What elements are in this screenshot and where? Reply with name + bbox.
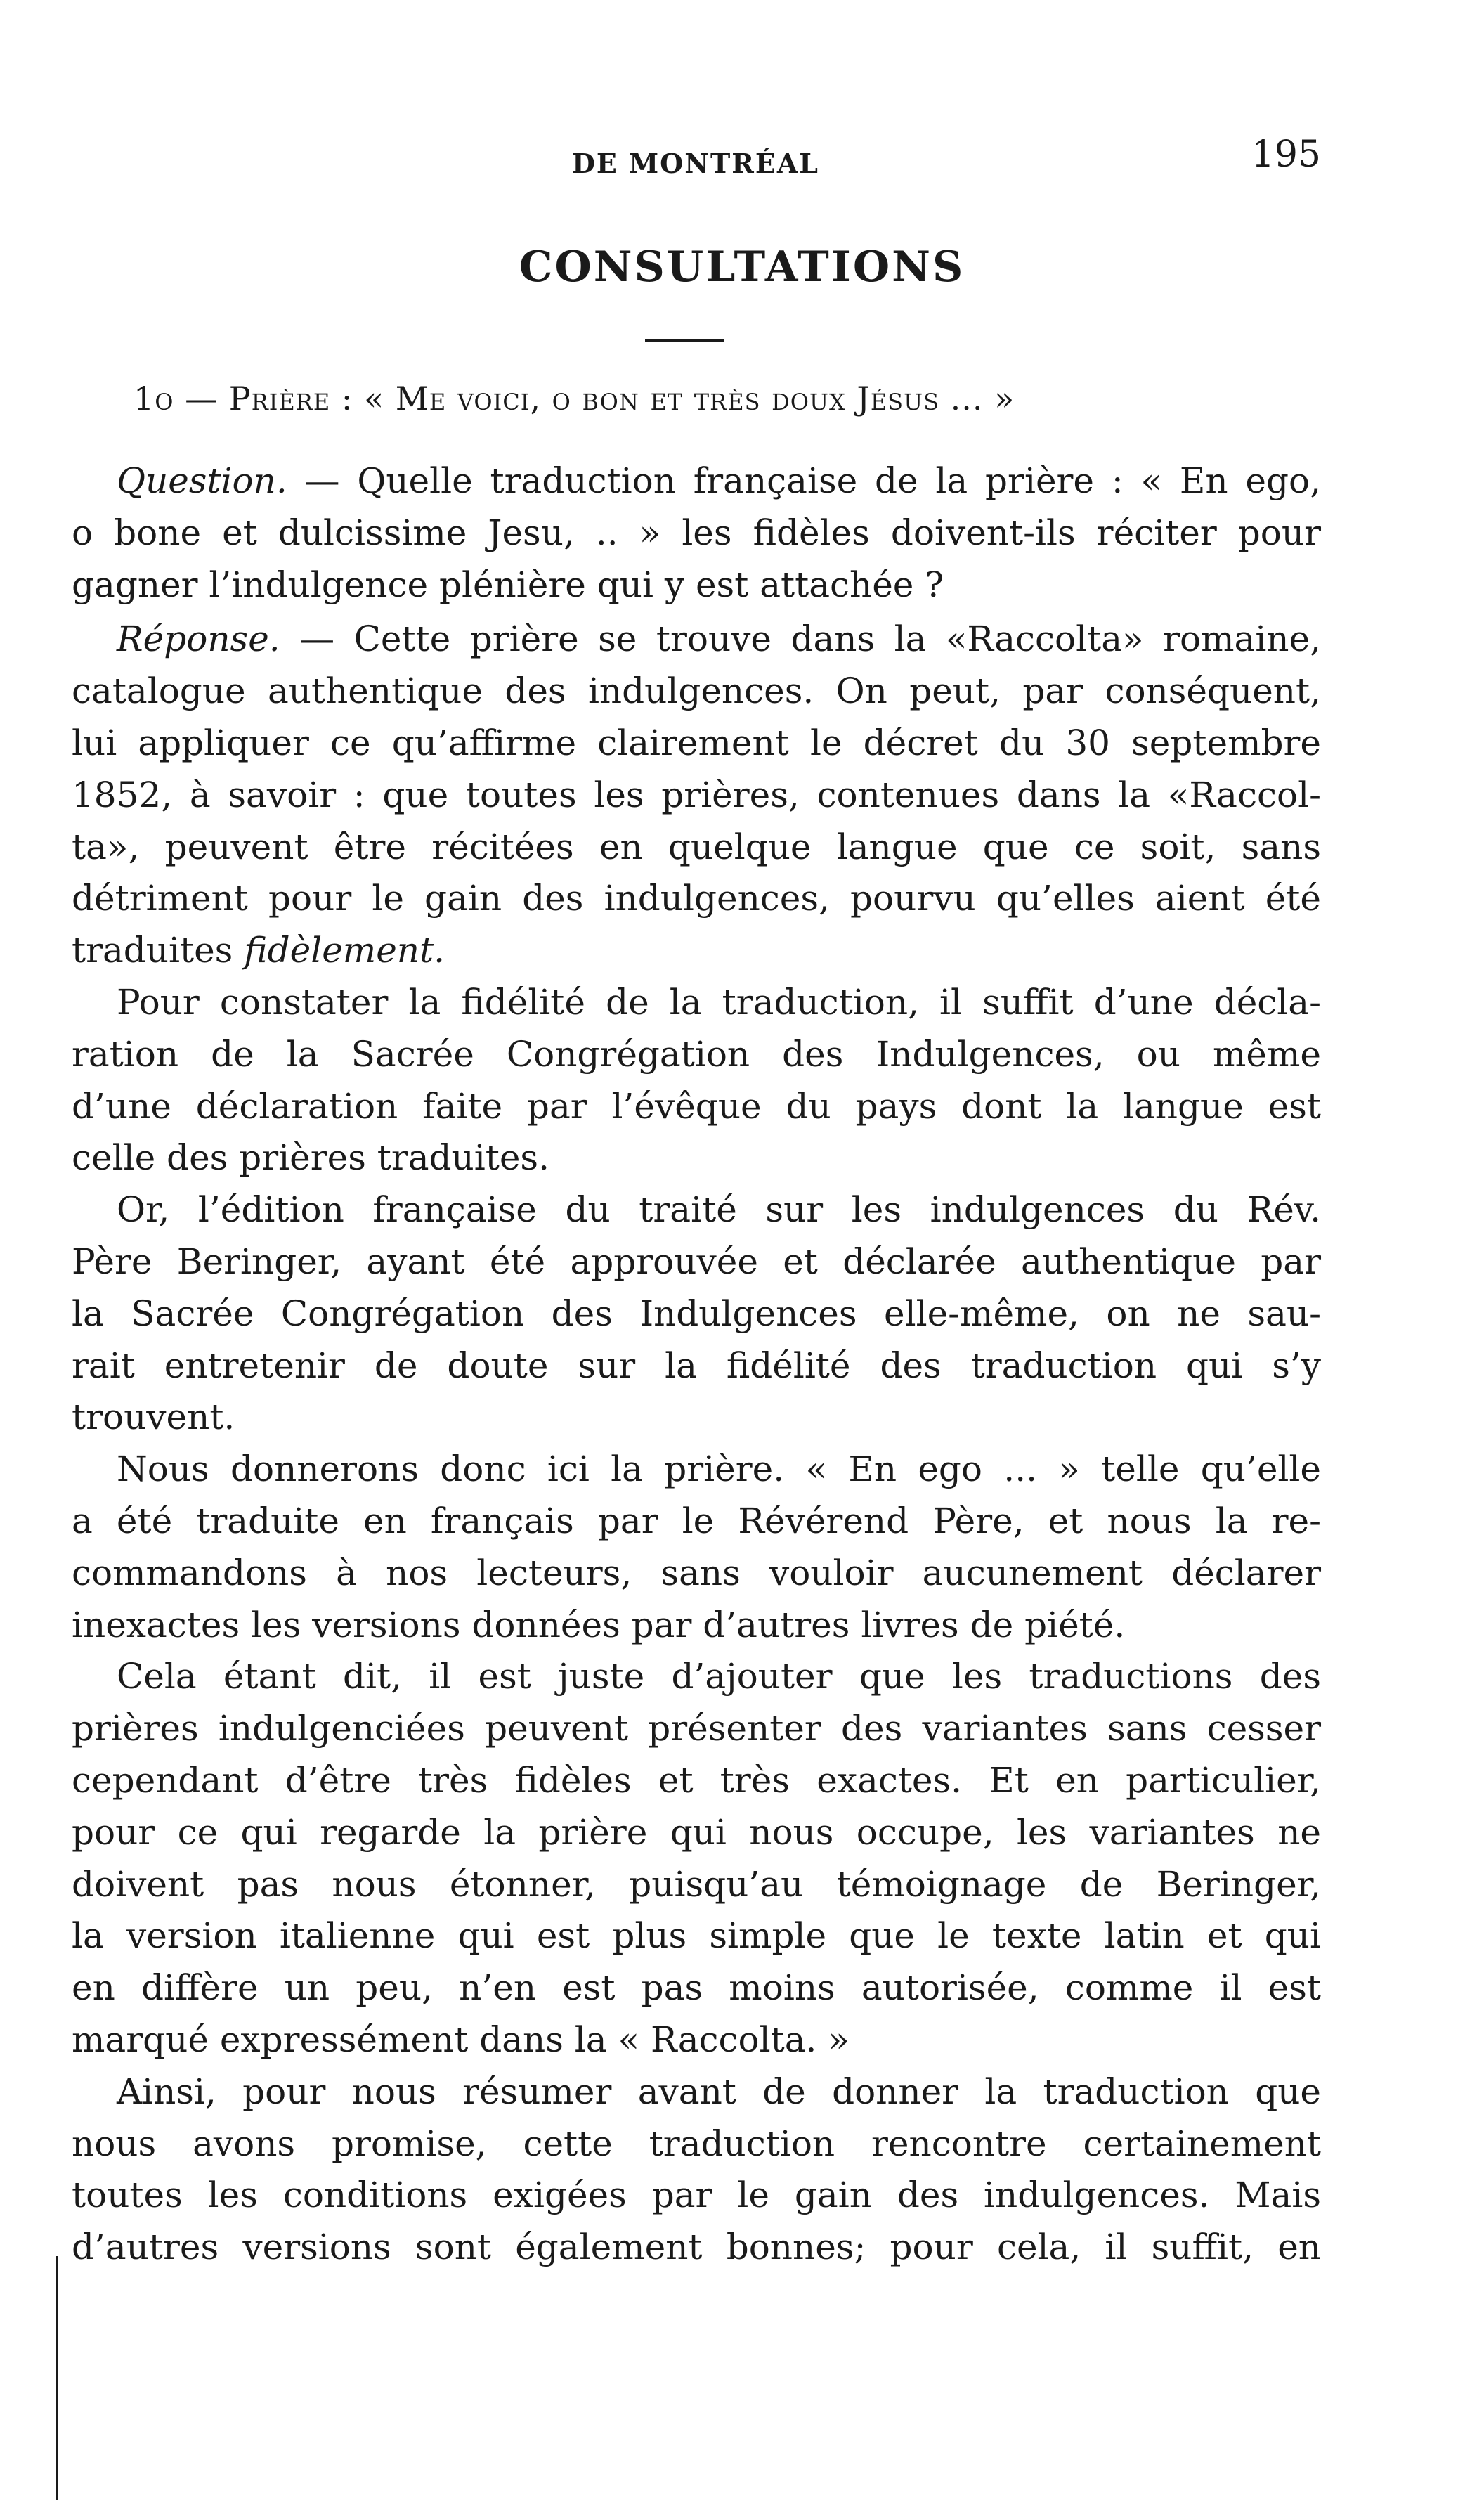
paragraph-line: Pour constater la fidélité de la traduction, il suffit d’une décla- [117, 981, 1321, 1023]
paragraph-line: doivent pas nous étonner, puisqu’au témoignage de Beringer, [72, 1863, 1321, 1905]
answer-line: lui appliquer ce qu’affirme clairement le décret du 30 septembre [72, 722, 1321, 763]
paragraph-line: Or, l’édition française du traité sur les indulgences du Rév. [117, 1189, 1321, 1231]
answer-line [72, 614, 1321, 666]
question-line: gagner l’indulgence plénière qui y est attachée ? [72, 564, 944, 605]
paragraph-line: d’autres versions sont également bonnes; pour cela, il suffit, en [72, 2227, 1321, 2268]
paragraph-line: pour ce qui regarde la prière qui nous occupe, les variantes ne [72, 1811, 1321, 1853]
question-text: — Quelle traduction française de la prière : « En ego, [287, 460, 1321, 501]
answer-emphasis: fidèlement. [244, 930, 445, 971]
paragraph-line: commandons à nos lecteurs, sans vouloir aucunement déclarer [72, 1552, 1321, 1593]
paragraph-line: nous avons promise, cette traduction rencontre certainement [72, 2123, 1321, 2164]
paragraph-line: inexactes les versions données par d’autres livres de piété. [72, 1604, 1126, 1645]
answer-line [72, 925, 1321, 977]
paragraph-line: prières indulgenciées peuvent présenter des variantes sans cesser [72, 1708, 1321, 1749]
section-title: CONSULTATIONS [519, 242, 965, 292]
paragraph-line: Ainsi, pour nous résumer avant de donner la traduction que [117, 2071, 1321, 2112]
answer-line: 1852, à savoir : que toutes les prières, contenues dans la «Raccol- [72, 774, 1321, 815]
answer-text: — Cette prière se trouve dans la «Raccolta» romaine, [280, 618, 1321, 660]
body-text [72, 455, 1321, 2274]
page-number: 195 [1251, 134, 1321, 176]
paragraph-line: cependant d’être très fidèles et très exactes. Et en particulier, [72, 1759, 1321, 1801]
paragraph-line: ration de la Sacrée Congrégation des Indulgences, ou même [72, 1033, 1321, 1075]
paragraph-line: Nous donnerons donc ici la prière. « En ego ... » telle qu’elle [117, 1449, 1321, 1490]
running-title: DE MONTRÉAL [571, 148, 820, 179]
question-label: Question. [117, 460, 287, 501]
paragraph-line: d’une déclaration faite par l’évêque du pays dont la langue est [72, 1085, 1321, 1127]
answer-line: ta», peuvent être récitées en quelque langue que ce soit, sans [72, 826, 1321, 867]
item-heading: 1o — Prière : « Me voici, o bon et très doux Jésus ... » [134, 380, 1015, 417]
paragraph-line: en diffère un peu, n’en est pas moins autorisée, comme il est [72, 1967, 1321, 2009]
running-head [70, 134, 1321, 190]
paragraph-line: Père Beringer, ayant été approuvée et déclarée authentique par [72, 1241, 1321, 1282]
gutter-edge-line [56, 2256, 58, 2500]
answer-line: détriment pour le gain des indulgences, pourvu qu’elles aient été [72, 878, 1321, 919]
paragraph-line: rait entretenir de doute sur la fidélité des traduction qui s’y [72, 1345, 1321, 1386]
question-line: o bone et dulcissime Jesu, .. » les fidèles doivent-ils réciter pour [72, 512, 1321, 553]
paragraph-line: toutes les conditions exigées par le gain des indulgences. Mais [72, 2175, 1321, 2216]
paragraph-line: la version italienne qui est plus simple que le texte latin et qui [72, 1915, 1321, 1957]
paragraph-line: celle des prières traduites. [72, 1137, 549, 1179]
paragraph-line: a été traduite en français par le Révérend Père, et nous la re- [72, 1500, 1321, 1541]
answer-last-text: traduites [72, 930, 245, 971]
answer-label: Réponse. [117, 618, 280, 660]
paragraph-line: marqué expressément dans la « Raccolta. » [72, 2019, 850, 2060]
question-line [72, 455, 1321, 507]
paragraph-line: la Sacrée Congrégation des Indulgences elle-même, on ne sau- [72, 1293, 1321, 1334]
title-rule [645, 339, 724, 342]
paragraph-line: Cela étant dit, il est juste d’ajouter que les traductions des [117, 1656, 1321, 1697]
answer-line: catalogue authentique des indulgences. On peut, par conséquent, [72, 671, 1321, 712]
paragraph-line: trouvent. [72, 1397, 235, 1438]
